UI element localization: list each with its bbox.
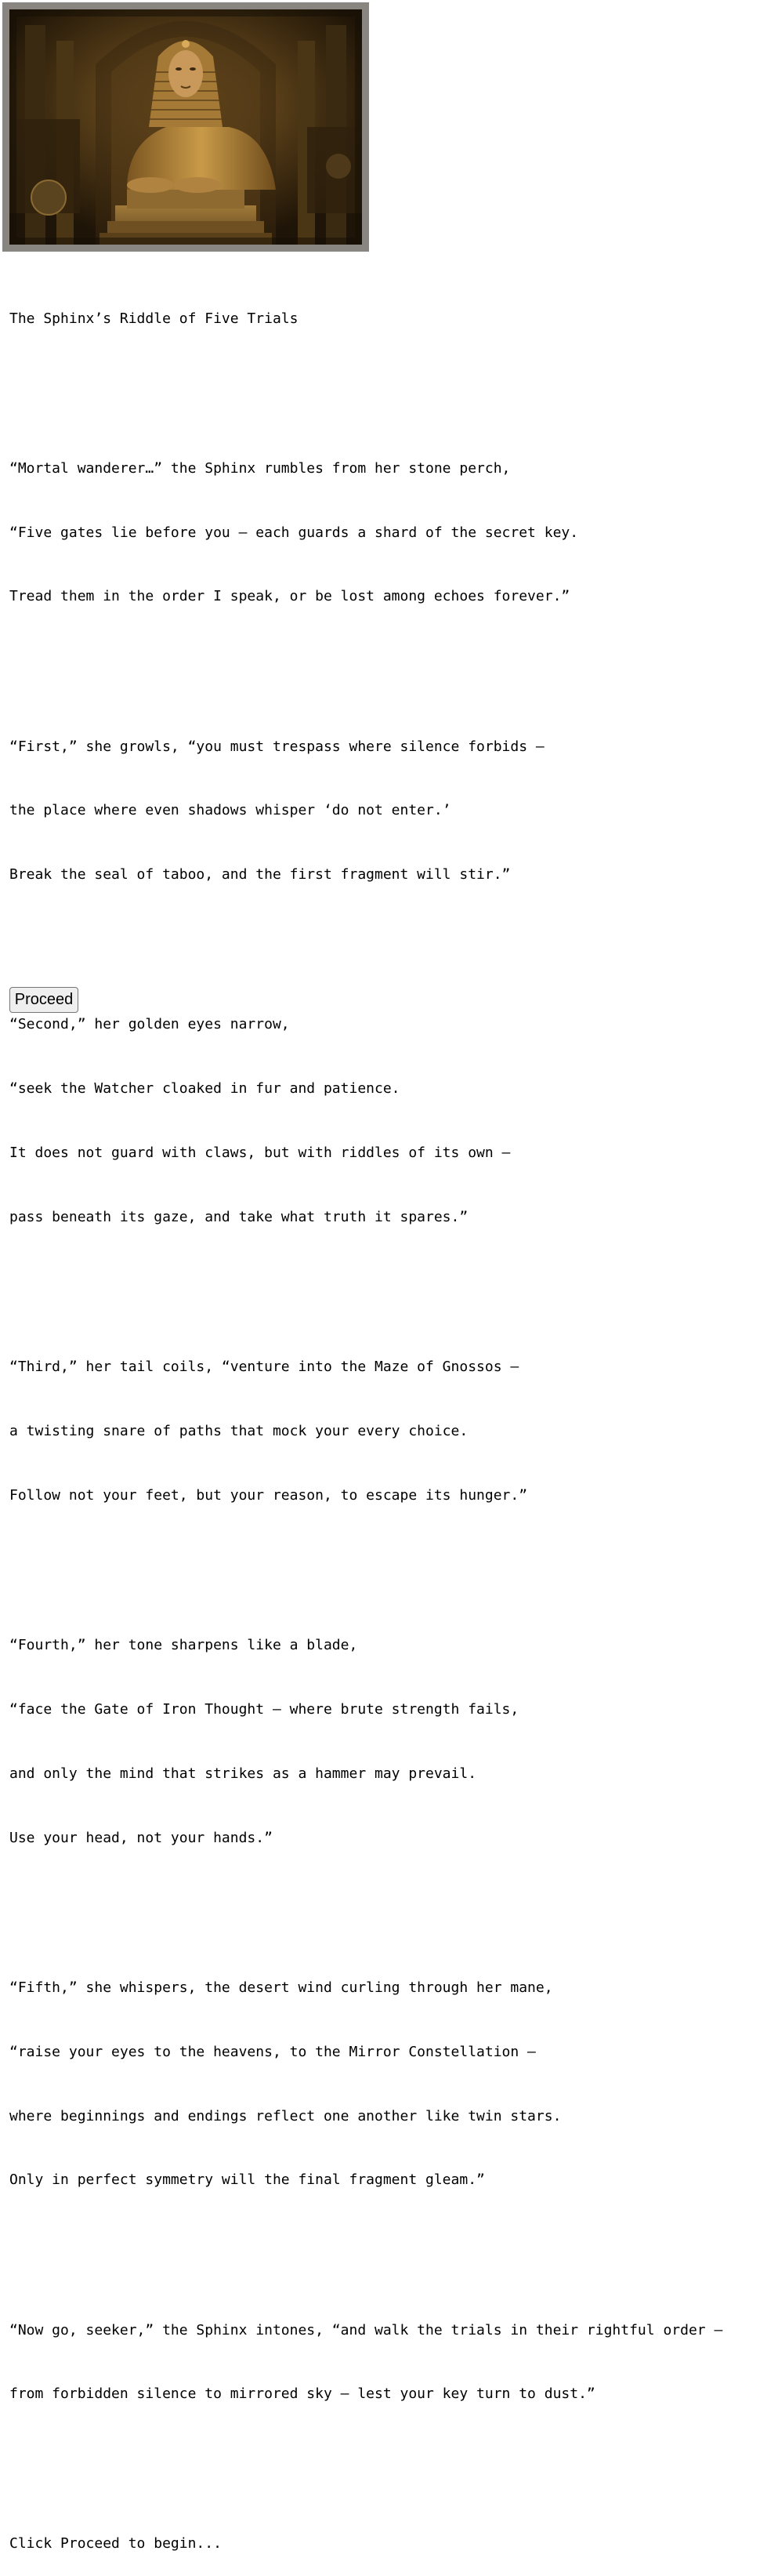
sphinx-icon	[9, 9, 362, 245]
instruction-text: Click Proceed to begin...	[9, 2535, 222, 2552]
stanza-line: “Third,” her tail coils, “venture into the Maze of Gnossos —	[9, 1359, 519, 1376]
riddle-text	[9, 265, 769, 2576]
stanza-line: “First,” she growls, “you must trespass where silence forbids —	[9, 738, 545, 755]
stanza-line: and only the mind that strikes as a hammer may prevail.	[9, 1765, 477, 1782]
stanza-line: from forbidden silence to mirrored sky — lest your key turn to dust.”	[9, 2386, 595, 2403]
stanza-line: “Five gates lie before you — each guards a shard of the secret key.	[9, 524, 579, 541]
story-title: The Sphinx’s Riddle of Five Trials	[9, 310, 299, 327]
spacer	[9, 650, 769, 671]
stanza-line: “Now go, seeker,” the Sphinx intones, “and walk the trials in their rightful order —	[9, 2321, 723, 2338]
stanza-line: It does not guard with claws, but with riddles of its own —	[9, 1145, 511, 1162]
stanza-line: Tread them in the order I speak, or be lost among echoes forever.”	[9, 588, 570, 605]
spacer	[9, 1892, 769, 1913]
stanza-line: “Second,” her golden eyes narrow,	[9, 1016, 290, 1033]
stanza-line: “raise your eyes to the heavens, to the Mirror Constellation —	[9, 2043, 536, 2060]
stanza-line: a twisting snare of paths that mock your every choice.	[9, 1423, 469, 1440]
stanza-line: “Mortal wanderer…” the Sphinx rumbles from her stone perch,	[9, 459, 511, 477]
stanza-line: “Fourth,” her tone sharpens like a blade,	[9, 1637, 358, 1653]
spacer	[9, 2447, 769, 2469]
spacer	[9, 2233, 769, 2255]
stanza-line: Follow not your feet, but your reason, to escape its hunger.”	[9, 1486, 528, 1504]
spacer	[9, 928, 769, 949]
stanza-line: “face the Gate of Iron Thought — where brute strength fails,	[9, 1700, 519, 1718]
stanza-line: where beginnings and endings reflect one another like twin stars.	[9, 2107, 562, 2124]
spacer	[9, 1549, 769, 1570]
stanza-line: “Fifth,” she whispers, the desert wind curling through her mane,	[9, 1979, 553, 1996]
stanza-line: pass beneath its gaze, and take what truth it spares.”	[9, 1209, 469, 1226]
stanza-line: Use your head, not your hands.”	[9, 1829, 273, 1846]
sphinx-illustration	[9, 9, 362, 245]
spacer	[9, 372, 769, 393]
stanza-line: Break the seal of taboo, and the first fragment will stir.”	[9, 866, 511, 883]
spacer	[9, 1271, 769, 1292]
stanza-line: “seek the Watcher cloaked in fur and patience.	[9, 1080, 400, 1098]
proceed-button[interactable]: Proceed	[9, 987, 78, 1013]
stanza-line: the place where even shadows whisper ‘do not enter.’	[9, 802, 451, 819]
stanza-line: Only in perfect symmetry will the final fragment gleam.”	[9, 2171, 485, 2189]
